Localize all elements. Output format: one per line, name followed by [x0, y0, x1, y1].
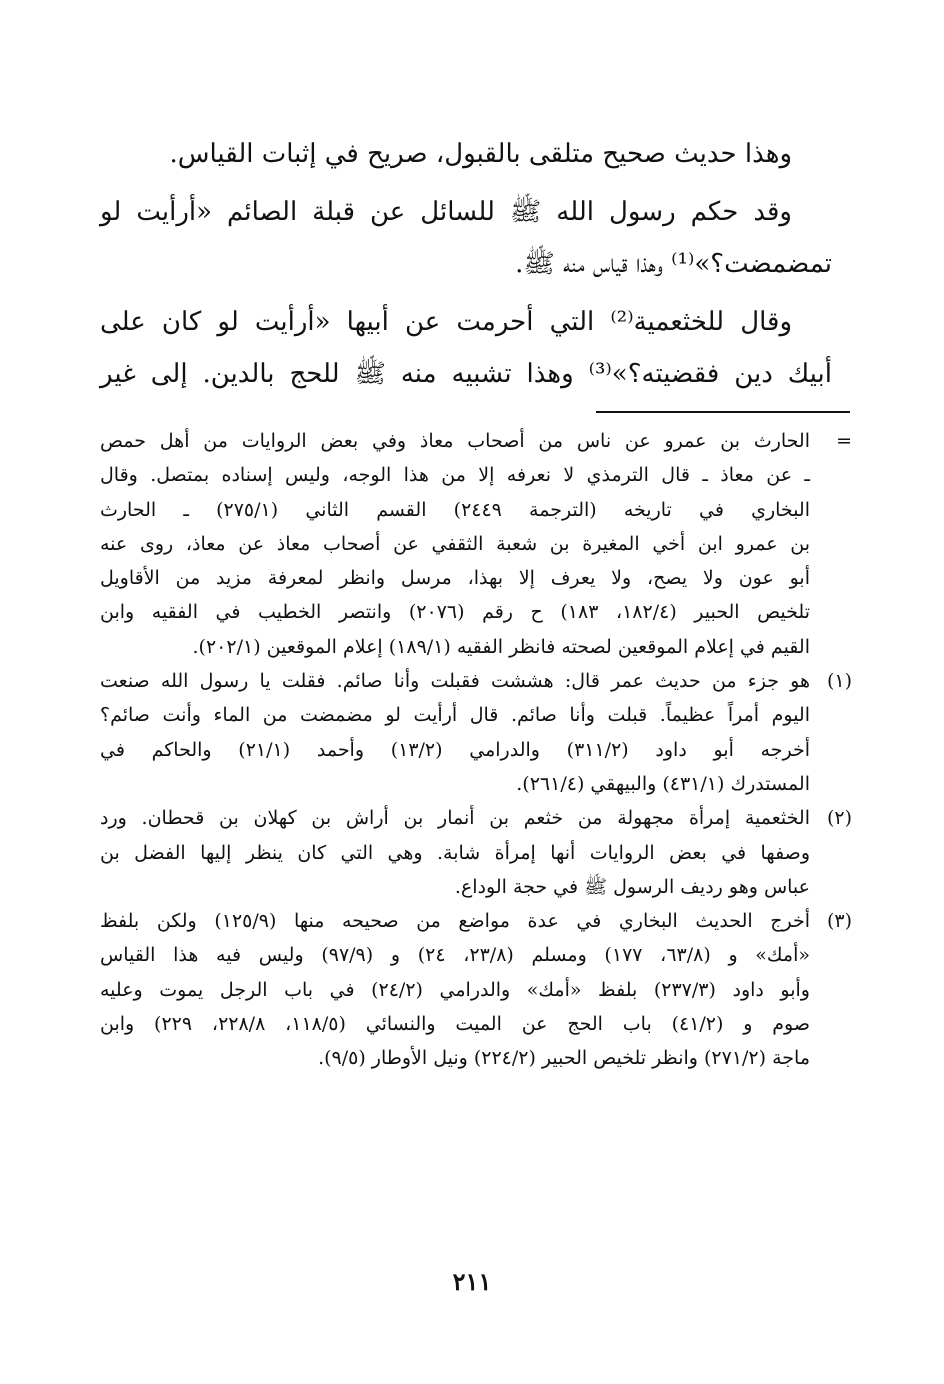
footnote-line: القيم في إعلام الموقعين لصحته فانظر الفقيه (١٨٩/١) إعلام الموقعين (٢٠٢/١). — [192, 635, 810, 658]
main-line: أبيك دين فقضيته؟»⁽³⁾ وهذا تشبيه منه ﷺ للحج بالدين. إلى غير — [100, 359, 832, 389]
footnote-marker: = — [836, 430, 852, 452]
footnote-line: وأبو داود (٢٣٧/٣) بلفظ «أمك» والدرامي (٢٤/٢) في باب الرجل يموت وعليه — [100, 978, 810, 1001]
footnote-body — [100, 424, 810, 664]
footnote-marker: (١) — [826, 670, 852, 693]
main-line: وهذا حديث صحيح متلقى بالقبول، صريح في إثبات القياس. — [169, 139, 792, 169]
footnote-line: أخرجه أبو داود (٣١١/٢) والدرامي (١٣/٢) وأحمد (٢١/١) والحاكم في — [100, 738, 810, 761]
footnote-divider — [596, 411, 850, 413]
footnote-line: وصفها في بعض الروايات أنها إمرأة شابة. وهي التي كان ينظر إليها الفضل بن — [100, 841, 810, 864]
footnote-line: الخثعمية إمرأة مجهولة من خثعم بن أنمار بن أراش بن كهلان بن قحطان. ورد — [100, 807, 810, 830]
main-text — [100, 128, 832, 400]
footnote-marker: (٣) — [826, 910, 852, 933]
footnote-line: البخاري في تاريخه (الترجمة ٢٤٤٩) القسم الثاني (٢٧٥/١) ـ الحارث — [100, 498, 810, 521]
footnotes — [100, 424, 852, 1076]
page-number: ٢١١ — [452, 1267, 492, 1296]
footnote-body — [100, 664, 810, 801]
footnote-line: تلخيص الحبير (١٨٢/٤، ١٨٣) ح رقم (٢٠٧٦) وانتصر الخطيب في الفقيه وابن — [100, 601, 810, 624]
footnote-line: أبو عون ولا يصح، ولا يعرف إلا بهذا، مرسل وانظر لمعرفة مزيد من الأقاويل — [100, 567, 810, 590]
footnote-line: بن عمرو ابن أخي المغيرة بن شعبة الثقفي عن أصحاب معاذ عن معاذ، روى عنه — [100, 532, 810, 555]
footnote-line: ـ عن معاذ ـ قال الترمذي لا نعرفه إلا من هذا الوجه، وليس إسناده بمتصل. وقال — [100, 464, 810, 487]
footnote-continued — [100, 424, 852, 664]
footnote-line: اليوم أمراً عظيماً. قبلت وأنا صائم. قال أرأيت لو مضمضت من الماء وأنت صائم؟ — [100, 704, 810, 727]
footnote-line: صوم و (٤١/٢) باب الحج عن الميت والنسائي (١١٨/٥، ٢٢٨/٨، ٢٢٩) وابن — [100, 1013, 810, 1036]
main-line: وقال للخثعمية⁽²⁾ التي أحرمت عن أبيها «أرأيت لو كان على — [100, 307, 792, 337]
footnote-2 — [100, 801, 852, 904]
footnote-3 — [100, 904, 852, 1075]
footnote-line: ماجة (٢٧١/٢) وانظر تلخيص الحبير (٢٢٤/٢) ونيل الأوطار (٩/٥). — [318, 1047, 810, 1070]
footnote-line: هو جزء من حديث عمر قال: هششت فقبلت وأنا صائم. فقلت يا رسول الله صنعت — [100, 670, 810, 693]
footnote-line: المستدرك (٤٣١/١) والبيهقي (٢٦١/٤). — [516, 772, 810, 795]
footnote-body — [100, 904, 810, 1075]
footnote-line: الحارث بن عمرو عن ناس من أصحاب معاذ وفي بعض الروايات من أهل حمص — [100, 430, 810, 452]
footnote-1 — [100, 664, 852, 801]
footnote-body — [100, 801, 810, 904]
footnote-line: أخرج الحديث البخاري في عدة مواضع من صحيحه منها (١٢٥/٩) ولكن بلفظ — [100, 910, 811, 933]
footnote-line: عباس وهو رديف الرسول ﷺ في حجة الوداع. — [454, 875, 810, 898]
footnote-line: «أمك» و (٦٣/٨، ١٧٧) ومسلم (٢٣/٨، ٢٤) و (٩٧/٩) وليس فيه هذا القياس — [100, 944, 811, 967]
main-line: وقد حكم رسول الله ﷺ للسائل عن قبلة الصائم «أرأيت لو — [100, 197, 792, 227]
footnote-marker: (٢) — [826, 807, 852, 830]
main-line: تمضمضت؟»⁽¹⁾ وهذا قياس منه ﷺ. — [515, 249, 832, 279]
